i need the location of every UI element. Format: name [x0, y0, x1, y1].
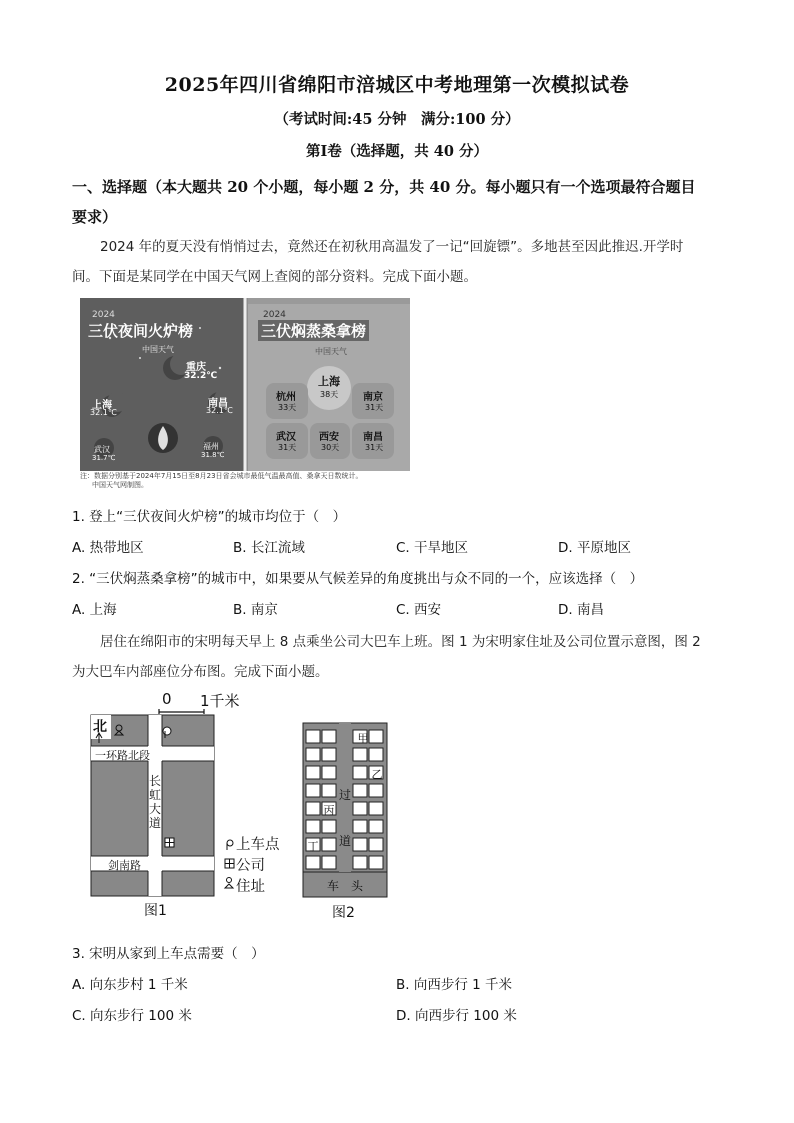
section-heading-line2: 要求） [72, 208, 118, 226]
seat-jia: 甲 [357, 732, 369, 745]
q3-option-b[interactable]: B. 向西步行 1 千米 [396, 977, 513, 993]
bus-seat [306, 730, 320, 743]
bus-seat [322, 748, 336, 761]
bus-seat [353, 802, 367, 815]
city-nanchang-value: 32.1℃ [206, 406, 233, 415]
bus-seat [369, 802, 383, 815]
bus-front-label: 车 头 [326, 879, 363, 893]
q1-option-d[interactable]: D. 平原地区 [558, 540, 631, 556]
bus-seat [369, 838, 383, 851]
q2-option-a[interactable]: A. 上海 [72, 602, 117, 618]
scale-label: 1千米 [200, 692, 240, 710]
right-panel-year: 2024 [263, 310, 286, 320]
left-panel-title: 三伏夜间火炉榜 [88, 322, 194, 340]
city-nanjing: 南京 [363, 392, 383, 403]
north-label: 北 [93, 719, 107, 735]
bus-seat [369, 856, 383, 869]
legend-bus-stop: 上车点 [236, 837, 280, 853]
city-wuhan-value: 31.7℃ [92, 454, 116, 462]
city-fuzhou-value: 31.8℃ [201, 451, 225, 459]
bus-seat [322, 766, 336, 779]
q1-option-a[interactable]: A. 热带地区 [72, 540, 144, 556]
bus-seat [353, 820, 367, 833]
exam-info: （考试时间:45 分钟 满分:100 分） [274, 111, 520, 128]
road-jiannan: 剑南路 [108, 859, 141, 872]
bus-seat [306, 784, 320, 797]
bus-seat [353, 838, 367, 851]
city-hangzhou: 杭州 [276, 392, 296, 403]
bus-seat [322, 784, 336, 797]
bus-seat [369, 784, 383, 797]
seat-yi: 乙 [371, 768, 383, 781]
bus-seat [369, 820, 383, 833]
legend-home: 住址 [236, 879, 265, 895]
city-wuhan-2-value: 31天 [278, 443, 297, 452]
seat-bing: 丙 [323, 804, 335, 817]
bus-seat [353, 856, 367, 869]
city-shanghai: 上海 [92, 400, 112, 411]
q3-option-d[interactable]: D. 向西步行 100 米 [396, 1008, 517, 1024]
left-panel-brand: 中国天气 [142, 345, 174, 354]
bus-seat [322, 730, 336, 743]
city-xian-value: 30天 [321, 443, 340, 452]
legend-company: 公司 [236, 858, 265, 874]
passage-1 [72, 232, 722, 292]
figure-caption [80, 472, 420, 490]
section-heading [72, 172, 722, 232]
city-nanchang: 南昌 [208, 398, 228, 409]
left-panel-year: 2024 [92, 310, 115, 320]
q2-option-d[interactable]: D. 南昌 [558, 602, 604, 618]
bus-seat [306, 766, 320, 779]
bus-seat [353, 784, 367, 797]
seat-ding: 丁 [307, 840, 319, 853]
q1-option-c[interactable]: C. 干旱地区 [396, 540, 469, 556]
q3-option-a[interactable]: A. 向东步村 1 千米 [72, 977, 188, 993]
weather-ranking-figure [80, 298, 410, 471]
passage-1-line1: 2024 年的夏天没有悄悄过去，竟然还在初秋用高温发了一记“回旋镖”。多地甚至因此推迟.开学时 [100, 239, 684, 255]
bus-seat [306, 802, 320, 815]
city-chongqing: 重庆 [186, 362, 206, 373]
part-title: 第Ⅰ卷（选择题，共 40 分） [305, 143, 489, 160]
bus-seat [353, 748, 367, 761]
aisle-label: 过道 [339, 788, 352, 848]
bus-seat [306, 748, 320, 761]
city-shanghai-value: 32.1℃ [90, 408, 117, 417]
figure-1-map [90, 688, 290, 918]
bus-seat [369, 748, 383, 761]
passage-2-line2: 为大巴车内部座位分布图。完成下面小题。 [72, 664, 329, 680]
passage-2-line1: 居住在绵阳市的宋明每天早上 8 点乘坐公司大巴车上班。图 1 为宋明家住址及公司位置示意图，图 2 [100, 634, 701, 650]
city-wuhan: 武汉 [94, 445, 110, 454]
city-hangzhou-value: 33天 [278, 403, 297, 412]
question-2-stem: 2. “三伏焖蒸桑拿榜”的城市中，如果要从气候差异的角度挑出与众不同的一个，应该选择（ ） [72, 571, 644, 587]
city-wuhan-2: 武汉 [276, 432, 296, 443]
city-chongqing-value: 32.2℃ [184, 371, 218, 381]
bus-seat [306, 856, 320, 869]
right-panel-title: 三伏焖蒸桑拿榜 [258, 320, 369, 341]
bus-seat [322, 856, 336, 869]
question-3-stem: 3. 宋明从家到上车点需要（ ） [72, 946, 265, 962]
scale-zero: 0 [162, 690, 172, 708]
q2-option-c[interactable]: C. 西安 [396, 602, 442, 618]
bus-seat [306, 820, 320, 833]
right-panel-brand: 中国天气 [315, 347, 347, 356]
city-fuzhou: 福州 [203, 442, 219, 451]
question-1-stem: 1. 登上“三伏夜间火炉榜”的城市均位于（ ） [72, 509, 347, 525]
city-nanchang-2: 南昌 [363, 432, 383, 443]
figure-caption-line2: 中国天气网制图。 [92, 481, 148, 489]
passage-1-line2: 间。下面是某同学在中国天气网上查阅的部分资料。完成下面小题。 [72, 269, 477, 285]
city-xian: 西安 [319, 432, 339, 443]
bus-seat [353, 766, 367, 779]
q1-option-b[interactable]: B. 长江流域 [233, 540, 305, 556]
bus-seat [322, 820, 336, 833]
city-shanghai-2-value: 38天 [320, 390, 339, 399]
city-nanjing-value: 31天 [365, 403, 384, 412]
road-huanlu: 一环路北段 [95, 749, 150, 762]
avenue-changhong: 长虹大道 [148, 774, 161, 830]
bus-seat [322, 838, 336, 851]
bus-seat [369, 730, 383, 743]
city-shanghai-2: 上海 [318, 375, 340, 388]
figure-2-caption: 图2 [332, 905, 355, 921]
figure-caption-line1: 注：数据分别基于2024年7月15日至8月23日省会城市最低气温最高值、桑拿天日数统计。 [80, 472, 363, 480]
passage-2 [72, 627, 722, 687]
q2-option-b[interactable]: B. 南京 [233, 602, 278, 618]
exam-title: 2025年四川省绵阳市涪城区中考地理第一次模拟试卷 [164, 74, 630, 96]
city-nanchang-2-value: 31天 [365, 443, 384, 452]
figure-2-bus-seats [302, 722, 392, 922]
q3-option-c[interactable]: C. 向东步行 100 米 [72, 1008, 192, 1024]
figure-1-caption: 图1 [144, 903, 167, 919]
section-heading-line1: 一、选择题（本大题共 20 个小题，每小题 2 分，共 40 分。每小题只有一个选项最符合题目 [72, 178, 696, 196]
